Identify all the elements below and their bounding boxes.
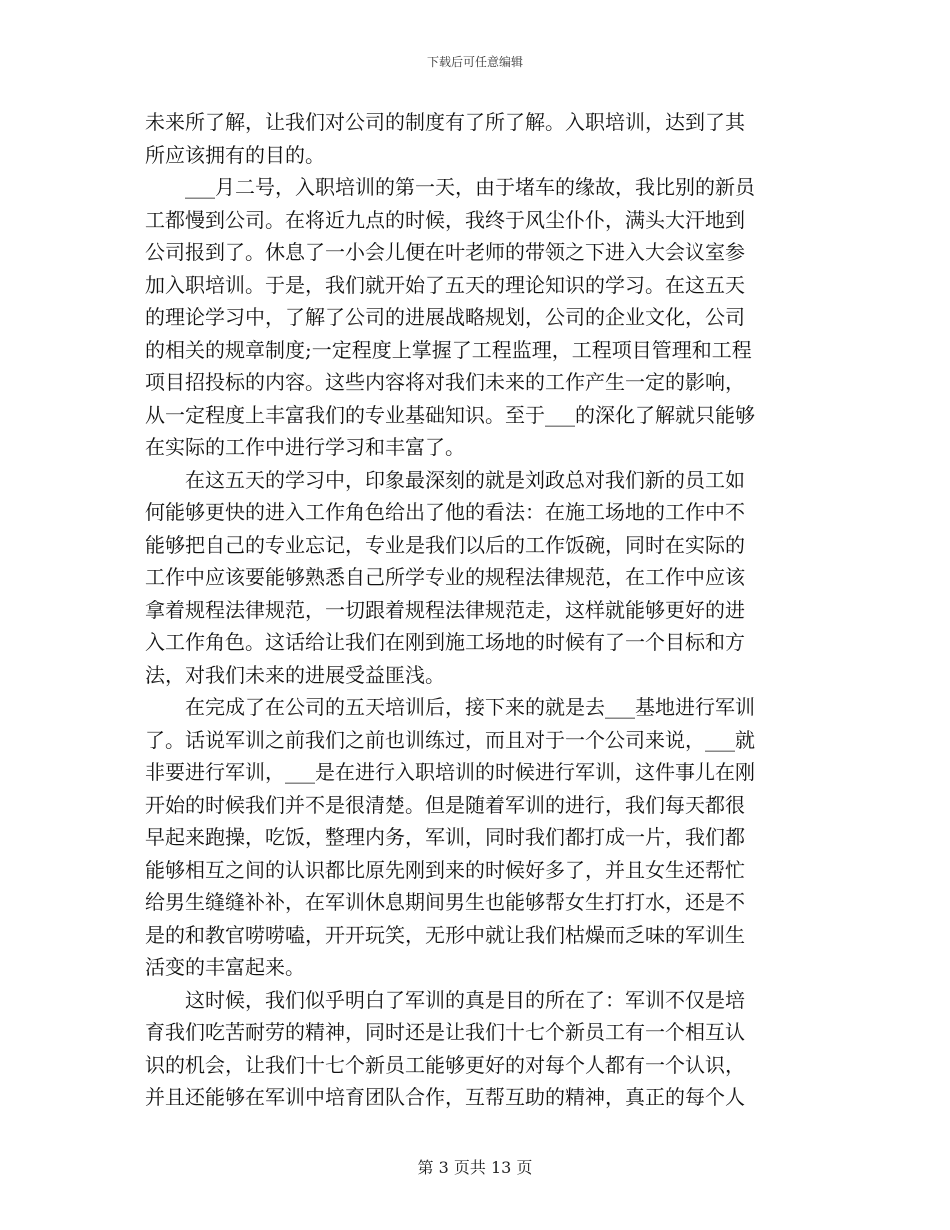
text-line: 能够相互之间的认识都比原先刚到来的时候好多了，并且女生还帮忙	[145, 857, 745, 882]
page-header: 下载后可任意编辑	[426, 55, 523, 69]
page-number-footer: 第 3 页共 13 页	[417, 1158, 533, 1177]
text-line: 在完成了在公司的五天培训后，接下来的就是去___基地进行军训	[145, 695, 755, 719]
document-body	[145, 106, 810, 1114]
text-line: 非要进行军训，___是在进行入职培训的时候进行军训，这件事儿在刚	[145, 760, 755, 784]
text-line: 拿着规程法律规范，一切跟着规程法律规范走，这样就能够更好的进	[145, 597, 745, 622]
text-line: 从一定程度上丰富我们的专业基础知识。至于___的深化了解就只能够	[145, 402, 755, 427]
text-line: 工都慢到公司。在将近九点的时候，我终于风尘仆仆，满头大汗地到	[145, 207, 745, 232]
text-line: 活变的丰富起来。	[145, 955, 305, 979]
text-line: 识的机会，让我们十七个新员工能够更好的对每个人都有一个认识，	[145, 1052, 745, 1077]
text-line: 的相关的规章制度;一定程度上掌握了工程监理，工程项目管理和工程	[145, 337, 752, 362]
text-line: 法，对我们未来的进展受益匪浅。	[145, 662, 445, 687]
text-line: 未来所了解，让我们对公司的制度有了所了解。入职培训，达到了其	[145, 110, 745, 134]
text-line: 工作中应该要能够熟悉自己所学专业的规程法律规范，在工作中应该	[145, 565, 745, 589]
text-line: 入工作角色。这话给让我们在刚到施工场地的时候有了一个目标和方	[145, 630, 745, 654]
text-line: 在实际的工作中进行学习和丰富了。	[145, 435, 465, 459]
text-line: 开始的时候我们并不是很清楚。但是随着军训的进行，我们每天都很	[145, 792, 745, 817]
text-line: 的理论学习中，了解了公司的进展战略规划，公司的企业文化，公司	[145, 305, 745, 329]
text-line: 项目招投标的内容。这些内容将对我们未来的工作产生一定的影响，	[145, 370, 745, 394]
text-line: 能够把自己的专业忘记，专业是我们以后的工作饭碗，同时在实际的	[145, 532, 745, 557]
text-line: 了。话说军训之前我们之前也训练过，而且对于一个公司来说，___就	[145, 727, 755, 752]
text-line: 育我们吃苦耐劳的精神，同时还是让我们十七个新员工有一个相互认	[145, 1020, 745, 1044]
text-line: 何能够更快的进入工作角色给出了他的看法：在施工场地的工作中不	[145, 500, 745, 524]
text-line: 这时候，我们似乎明白了军训的真是目的所在了：军训不仅是培	[145, 987, 745, 1012]
text-line: 早起来跑操，吃饭，整理内务，军训，同时我们都打成一片，我们都	[145, 825, 745, 849]
text-line: 公司报到了。休息了一小会儿便在叶老师的带领之下进入大会议室参	[145, 240, 745, 264]
text-line: 在这五天的学习中，印象最深刻的就是刘政总对我们新的员工如	[145, 467, 745, 492]
text-line: 并且还能够在军训中培育团队合作，互帮互助的精神，真正的每个人	[145, 1085, 745, 1109]
text-line: 给男生缝缝补补，在军训休息期间男生也能够帮女生打打水，还是不	[145, 890, 745, 914]
text-line: ___月二号，入职培训的第一天，由于堵车的缘故，我比别的新员	[145, 175, 755, 199]
text-line: 所应该拥有的目的。	[145, 142, 325, 167]
text-line: 是的和教官唠唠嗑，开开玩笑，无形中就让我们枯燥而乏味的军训生	[145, 922, 745, 947]
text-line: 加入职培训。于是，我们就开始了五天的理论知识的学习。在这五天	[145, 272, 745, 297]
